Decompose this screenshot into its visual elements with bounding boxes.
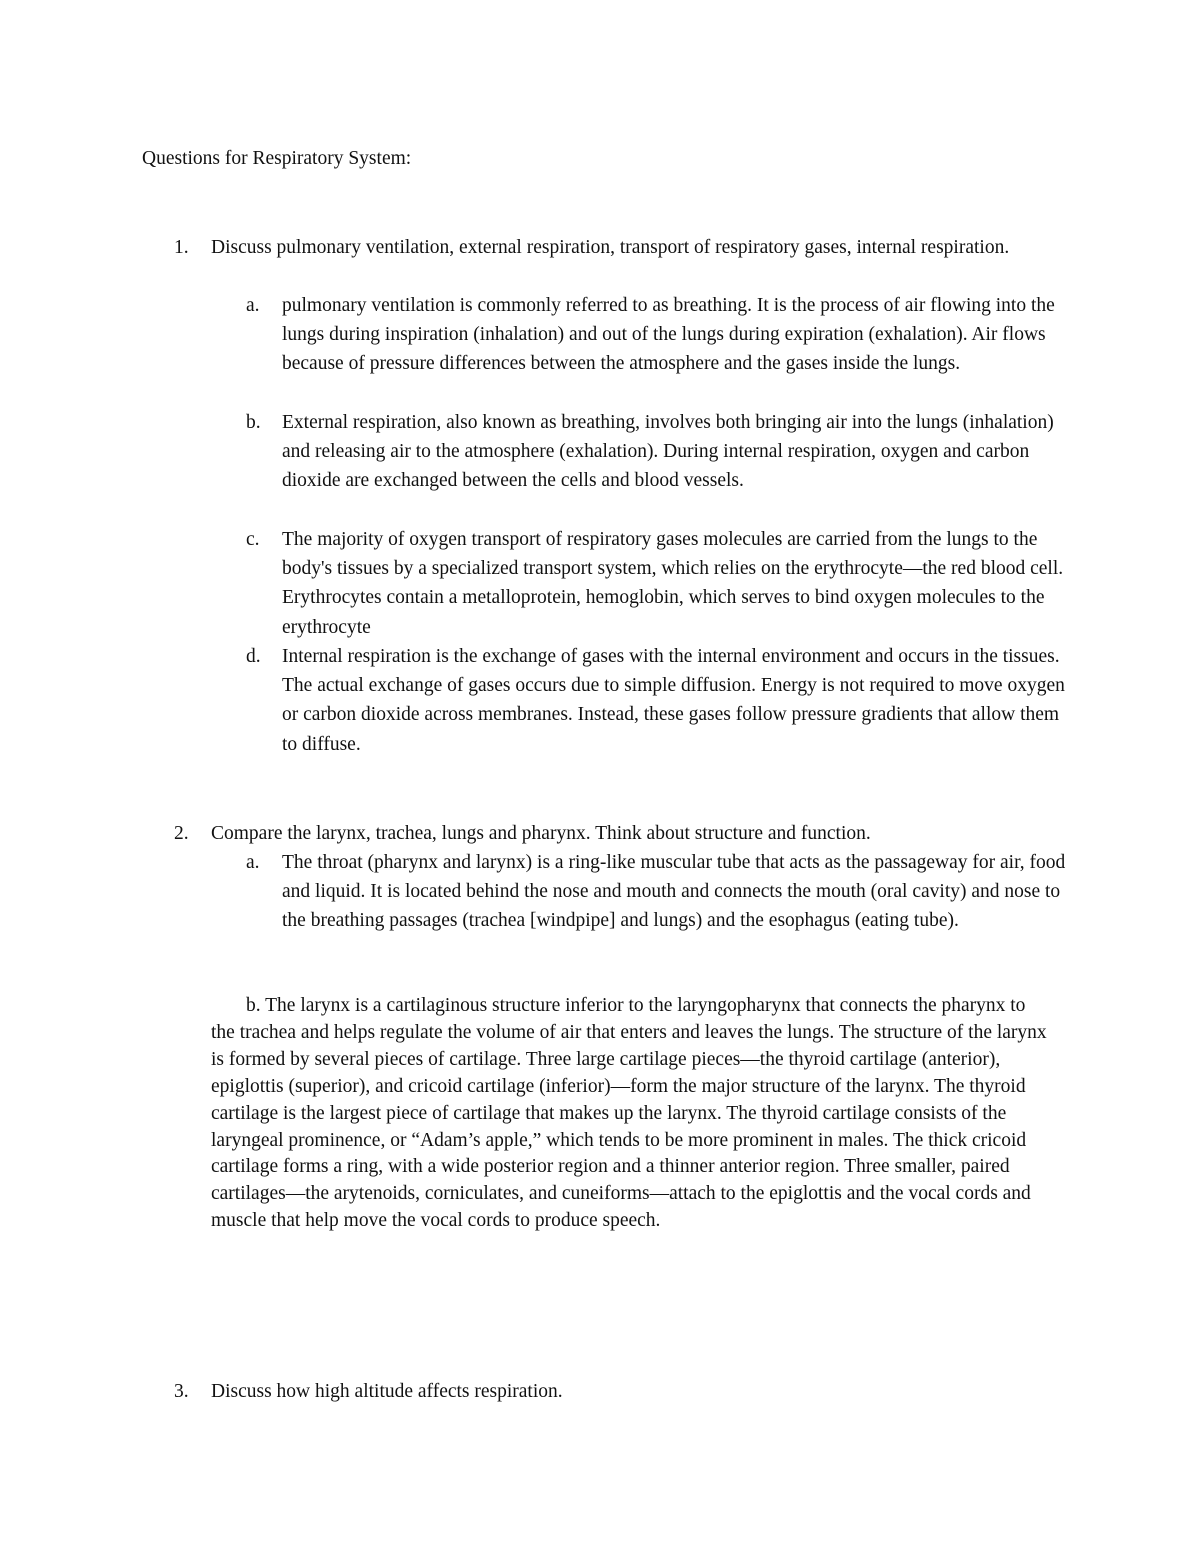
answer-text: The majority of oxygen transport of respiratory gases molecules are carried from the lungs to the body's tissues by a specialized transport system, which relies on the erythrocyte—the red blood cell. Erythrocytes contain a metalloprotein, hemoglobin, which serves to bind oxygen molecules to the erythrocyte <box>282 529 1064 638</box>
answer-letter: a. <box>246 295 260 316</box>
answer-text: Internal respiration is the exchange of gases with the internal environment and occurs in the tissues. The actual exchange of gases occurs due to simple diffusion. Energy is not required to move oxygen or carbon dioxide across membranes. Instead, these gases follow pressure gradients that allow them to diffuse. <box>282 646 1065 755</box>
question-text: Compare the larynx, trachea, lungs and pharynx. Think about structure and function. <box>211 823 871 844</box>
page-title: Questions for Respiratory System: <box>142 148 412 169</box>
question-text: Discuss pulmonary ventilation, external respiration, transport of respiratory gases, internal respiration. <box>211 237 1010 258</box>
answer-text: External respiration, also known as breathing, involves both bringing air into the lungs (inhalation) and releasing air to the atmosphere (exhalation). During internal respiration, oxygen and carbon dioxide are exchanged between the cells and blood vessels. <box>282 412 1054 492</box>
answer-letter: a. <box>246 852 260 873</box>
answer-letter: d. <box>246 646 261 667</box>
question-number: 1. <box>174 237 189 258</box>
question-number: 3. <box>174 1381 189 1402</box>
question-number: 2. <box>174 823 189 844</box>
question-text: Discuss how high altitude affects respiration. <box>211 1381 563 1402</box>
answer-2b-paragraph: b. The larynx is a cartilaginous structure inferior to the laryngopharynx that connects the pharynx to the trachea and helps regulate the volume of air that enters and leaves the lungs. The structure of the larynx is formed by several pieces of cartilage. Three large cartilage pieces—the thyroid cartilage (anterior), epiglottis (superior), and cricoid cartilage (inferior)—form the major structure of the larynx. The thyroid cartilage is the largest piece of cartilage that makes up the larynx. The thyroid cartilage consists of the laryngeal prominence, or “Adam’s apple,” which tends to be more prominent in males. The thick cricoid cartilage forms a ring, with a wide posterior region and a thinner anterior region. Three smaller, paired cartilages—the arytenoids, corniculates, and cuneiforms—attach to the epiglottis and the vocal cords and muscle that help move the vocal cords to produce speech. <box>211 995 1047 1232</box>
answer-text: pulmonary ventilation is commonly referred to as breathing. It is the process of air flowing into the lungs during inspiration (inhalation) and out of the lungs during expiration (exhalation). Air flows because of pressure differences between the atmosphere and the gases inside the lungs. <box>282 295 1055 375</box>
answer-text: The throat (pharynx and larynx) is a ring-like muscular tube that acts as the passageway for air, food and liquid. It is located behind the nose and mouth and connects the mouth (oral cavity) and nose to the breathing passages (trachea [windpipe] and lungs) and the esophagus (eating tube). <box>282 852 1066 932</box>
answer-letter: b. <box>246 412 261 433</box>
answer-letter: c. <box>246 529 260 550</box>
